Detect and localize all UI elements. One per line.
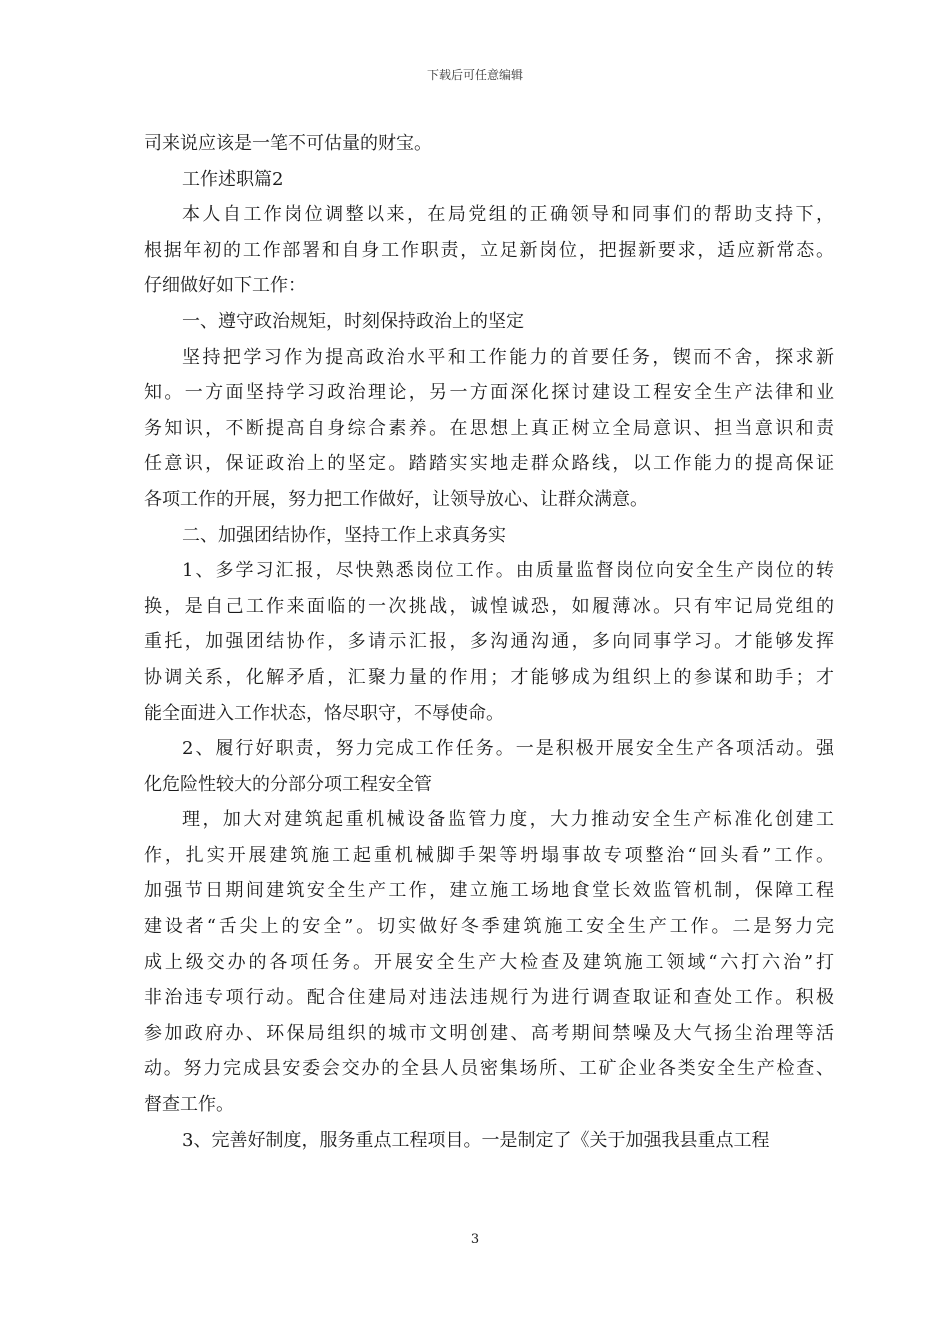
text-line: 作，扎实开展建筑施工起重机械脚手架等坍塌事故专项整治“回头看”工作。 — [144, 844, 834, 866]
text-line: 化危险性较大的分部分项工程安全管 — [144, 773, 432, 795]
text-line: 能全面进入工作状态，恪尽职守，不辱使命。 — [144, 702, 504, 724]
section-heading: 二、加强团结协作，坚持工作上求真务实 — [182, 524, 506, 546]
text-line: 各项工作的开展，努力把工作做好，让领导放心、让群众满意。 — [144, 488, 648, 510]
text-line: 成上级交办的各项任务。开展安全生产大检查及建筑施工领域“六打六治”打 — [144, 951, 834, 973]
text-line: 2、履行好职责，努力完成工作任务。一是积极开展安全生产各项活动。强 — [182, 738, 834, 760]
text-line: 加强节日期间建筑安全生产工作，建立施工场地食堂长效监管机制，保障工程 — [144, 880, 834, 902]
text-line: 3、完善好制度，服务重点工程项目。一是制定了《关于加强我县重点工程 — [182, 1129, 770, 1151]
text-line: 参加政府办、环保局组织的城市文明创建、高考期间禁噪及大气扬尘治理等活 — [144, 1022, 834, 1044]
text-line: 理，加大对建筑起重机械设备监管力度，大力推动安全生产标准化创建工 — [182, 809, 834, 831]
text-line: 1、多学习汇报，尽快熟悉岗位工作。由质量监督岗位向安全生产岗位的转 — [182, 560, 834, 582]
text-line: 仔细做好如下工作： — [144, 275, 306, 297]
text-line: 务知识，不断提高自身综合素养。在思想上真正树立全局意识、担当意识和责 — [144, 417, 834, 439]
page-number: 3 — [470, 1232, 480, 1247]
text-line: 本人自工作岗位调整以来，在局党组的正确领导和同事们的帮助支持下， — [182, 204, 834, 226]
section-heading: 一、遵守政治规矩，时刻保持政治上的坚定 — [182, 310, 524, 332]
text-line: 建设者“舌尖上的安全”。切实做好冬季建筑施工安全生产工作。二是努力完 — [144, 916, 834, 938]
document-body — [144, 126, 834, 1158]
text-line: 协调关系，化解矛盾，汇聚力量的作用；才能够成为组织上的参谋和助手；才 — [144, 666, 834, 688]
text-line: 换，是自己工作来面临的一次挑战，诚惶诚恐，如履薄冰。只有牢记局党组的 — [144, 595, 834, 617]
page-header: 下载后可任意编辑 — [426, 68, 523, 82]
text-line: 督查工作。 — [144, 1094, 234, 1116]
text-line: 任意识，保证政治上的坚定。踏踏实实地走群众路线，以工作能力的提高保证 — [144, 453, 834, 475]
text-line: 知。一方面坚持学习政治理论，另一方面深化探讨建设工程安全生产法律和业 — [144, 382, 834, 404]
text-line: 司来说应该是一笔不可估量的财宝。 — [144, 133, 432, 154]
text-line: 根据年初的工作部署和自身工作职责，立足新岗位，把握新要求，适应新常态。 — [144, 239, 834, 261]
text-line: 非治违专项行动。配合住建局对违法违规行为进行调查取证和查处工作。积极 — [144, 987, 834, 1009]
text-line: 动。努力完成县安委会交办的全县人员密集场所、工矿企业各类安全生产检查、 — [144, 1058, 834, 1080]
section-title: 工作述职篇2 — [182, 168, 284, 190]
text-line: 重托，加强团结协作，多请示汇报，多沟通沟通，多向同事学习。才能够发挥 — [144, 631, 834, 653]
text-line: 坚持把学习作为提高政治水平和工作能力的首要任务，锲而不舍，探求新 — [182, 346, 834, 368]
